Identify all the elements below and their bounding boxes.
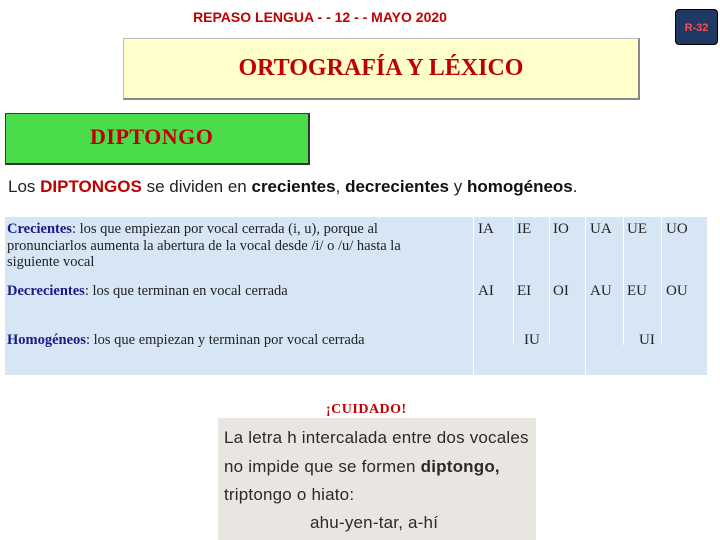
table-cell: UO: [666, 221, 688, 237]
row-term: Crecientes: [7, 221, 72, 237]
intro-text: y: [449, 177, 467, 196]
row-line: [7, 221, 401, 238]
table-cell: IO: [553, 221, 569, 237]
intro-text: .: [572, 177, 578, 196]
intro-diptongos: DIPTONGOS: [40, 177, 142, 196]
intro-crecientes: crecientes: [251, 177, 336, 196]
table-cell: OI: [553, 283, 569, 299]
intro-decrecientes: decrecientes: [345, 177, 450, 196]
row-line: pronunciarlos aumenta la abertura de la vocal desde /i/ o /u/ hasta la: [7, 237, 401, 254]
intro-text: Los: [8, 177, 41, 196]
diphthong-table: [5, 217, 707, 375]
table-cell: AI: [478, 283, 494, 299]
table-cell: OU: [666, 283, 688, 299]
row-definition: : los que empiezan y terminan por vocal cerrada: [85, 332, 365, 348]
intro-sentence: [8, 177, 578, 197]
table-row-decrecientes-text: [7, 283, 288, 300]
table-cell: UI: [639, 332, 655, 348]
intro-text: ,: [335, 177, 346, 196]
table-cell: EU: [627, 283, 647, 299]
note-line: La letra h intercalada entre dos vocales: [224, 428, 529, 447]
note-line: triptongo o hiato:: [224, 485, 355, 504]
column-divider: [585, 217, 586, 375]
row-term: Decrecientes: [7, 283, 85, 299]
table-cell: UA: [590, 221, 612, 237]
title-banner: [123, 38, 640, 100]
table-row-crecientes-text: [7, 221, 401, 271]
table-cell: IE: [517, 221, 532, 237]
note-text: no impide que se formen: [224, 457, 421, 476]
intro-text: se dividen en: [141, 177, 252, 196]
row-definition: : los que empiezan por vocal cerrada (i, u), porque al: [71, 221, 378, 237]
row-line: [7, 332, 365, 349]
table-cell: IA: [478, 221, 494, 237]
table-cell: UE: [627, 221, 647, 237]
section-title: DIPTONGO: [90, 124, 214, 149]
intro-homogeneos: homogéneos: [466, 177, 573, 196]
column-divider: [661, 217, 662, 345]
column-divider: [473, 217, 474, 375]
table-cell: EI: [517, 283, 532, 299]
page-badge: R-32: [675, 9, 718, 45]
row-definition: : los que terminan en vocal cerrada: [84, 283, 288, 299]
column-divider: [513, 217, 514, 345]
warning-heading: ¡CUIDADO!: [326, 402, 407, 417]
note-photo: [218, 418, 536, 540]
table-cell: IU: [524, 332, 540, 348]
row-line: [7, 283, 288, 300]
header-title: REPASO LENGUA - - 12 - - MAYO 2020: [193, 9, 447, 25]
table-row-homogeneos-text: [7, 332, 365, 349]
note-emphasis: diptongo,: [420, 457, 500, 476]
banner-title: ORTOGRAFÍA Y LÉXICO: [238, 55, 524, 81]
column-divider: [623, 217, 624, 345]
column-divider: [549, 217, 550, 345]
row-line: siguiente vocal: [7, 254, 95, 270]
table-cell: AU: [590, 283, 612, 299]
note-example: ahu-yen-tar, a-hí: [310, 513, 439, 532]
note-line: [224, 457, 500, 477]
section-heading-box: [5, 113, 310, 165]
row-term: Homogéneos: [7, 332, 86, 348]
